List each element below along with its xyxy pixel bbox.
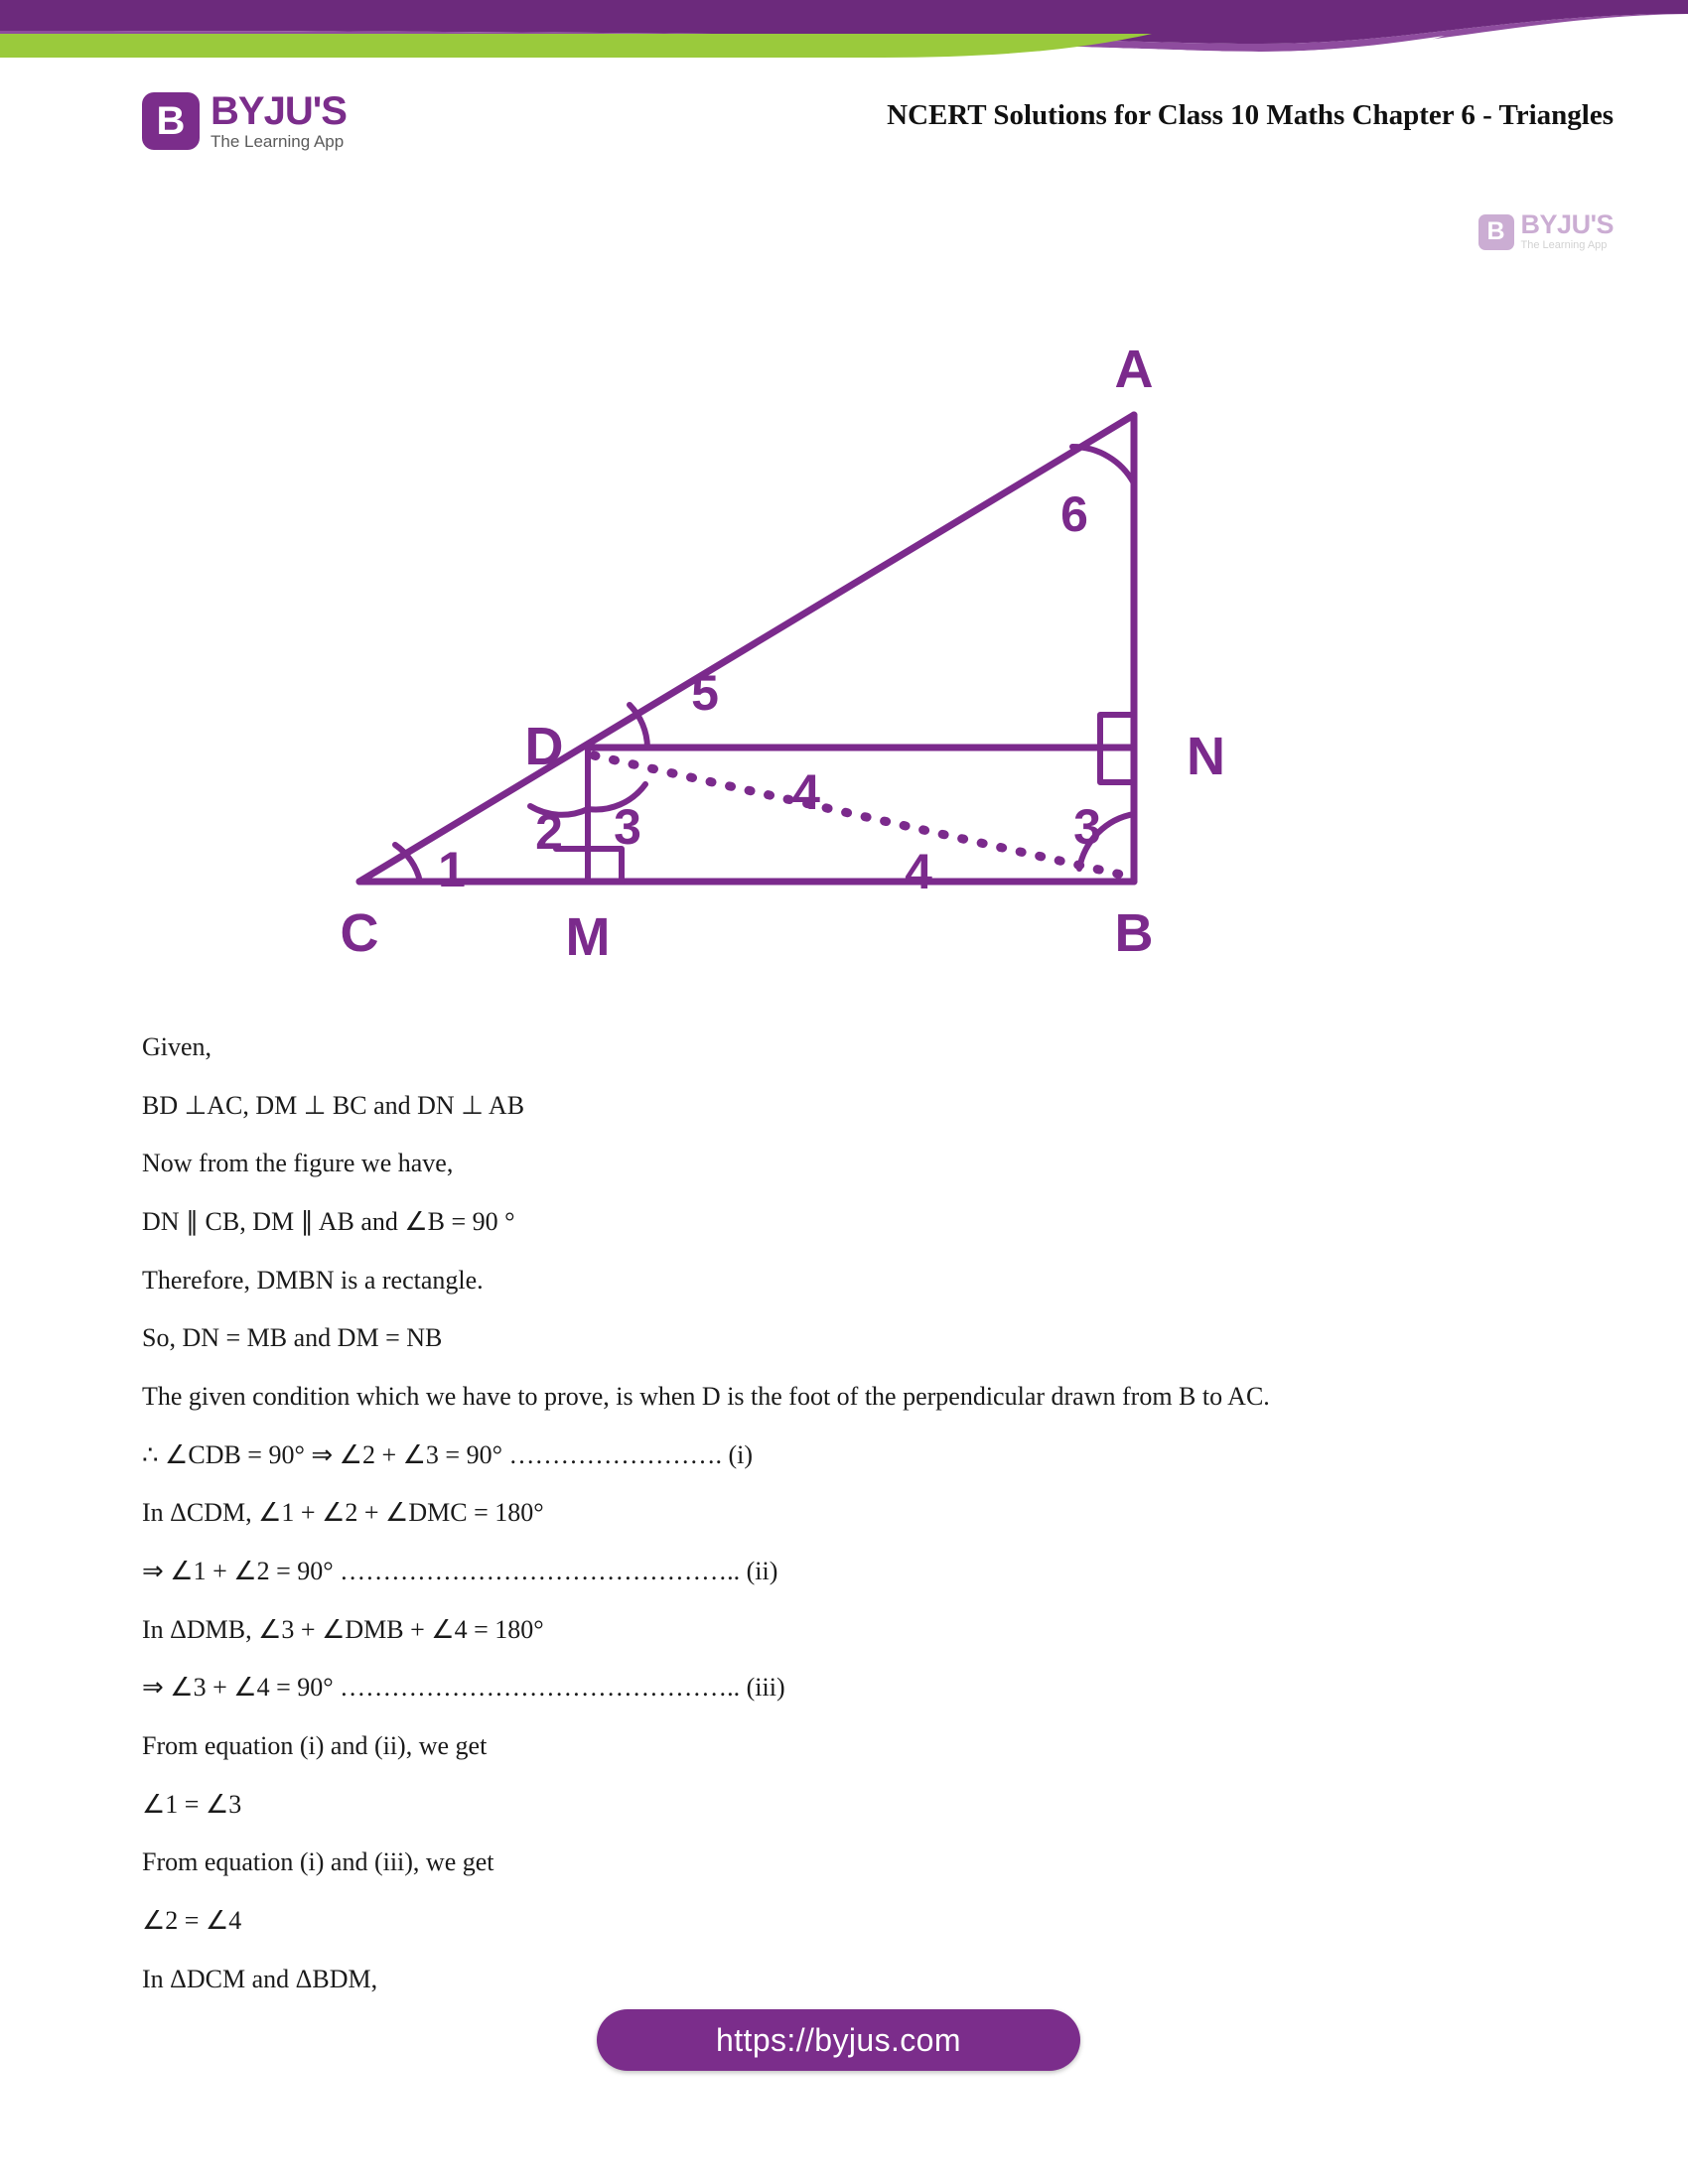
angle-label-2: 2 — [535, 804, 563, 860]
triangle-diagram-svg — [139, 204, 1549, 1037]
angle-label-3: 3 — [614, 799, 641, 855]
angle-arc-6 — [1072, 447, 1134, 483]
vertex-label-B: B — [1114, 903, 1154, 963]
byjus-logo-mark-icon — [142, 92, 200, 150]
segment-CA — [359, 415, 1134, 882]
angle-label-3b: 3 — [1073, 799, 1101, 855]
solution-line: ⇒ ∠1 + ∠2 = 90° ……………………………………….. (ii) — [142, 1556, 778, 1585]
solution-line: In ΔDMB, ∠3 + ∠DMB + ∠4 = 180° — [142, 1614, 544, 1644]
solution-line: BD ⊥AC, DM ⊥ BC and DN ⊥ AB — [142, 1090, 525, 1120]
angle-label-5: 5 — [691, 665, 719, 721]
solution-line: ∴ ∠CDB = 90° ⇒ ∠2 + ∠3 = 90° ……………………. (i) — [142, 1439, 754, 1469]
vertex-label-C: C — [340, 903, 379, 963]
solution-line: ∠1 = ∠3 — [142, 1789, 242, 1819]
segment-DB-dotted — [594, 755, 1130, 877]
geometry-figure — [139, 204, 1549, 1037]
solution-line: Therefore, DMBN is a rectangle. — [142, 1265, 484, 1295]
solution-body — [142, 1032, 1562, 2022]
watermark-subtitle: The Learning App — [1520, 239, 1608, 251]
banner-green-shape — [0, 34, 1152, 58]
byjus-logo — [142, 91, 347, 151]
solution-line: From equation (i) and (ii), we get — [142, 1730, 488, 1760]
vertex-label-A: A — [1114, 340, 1154, 399]
angle-label-4: 4 — [792, 764, 820, 820]
solution-line: The given condition which we have to prove, is when D is the foot of the perpendicular drawn from B to AC. — [142, 1381, 1270, 1411]
solution-line: From equation (i) and (iii), we get — [142, 1847, 494, 1877]
solution-line: In ΔCDM, ∠1 + ∠2 + ∠DMC = 180° — [142, 1498, 544, 1528]
watermark-logo-mark-icon — [1478, 214, 1514, 250]
solution-line: In ΔDCM and ΔBDM, — [142, 1964, 378, 1993]
figure-watermark — [1478, 211, 1614, 252]
vertex-label-M: M — [565, 907, 611, 967]
logo-mark-letter: B — [156, 99, 186, 144]
watermark-title: BYJU'S — [1520, 209, 1614, 239]
vertex-label-N: N — [1187, 727, 1225, 786]
logo-subtitle: The Learning App — [211, 131, 345, 151]
byjus-url-button[interactable] — [597, 2009, 1080, 2071]
solution-line: ⇒ ∠3 + ∠4 = 90° ……………………………………….. (iii) — [142, 1673, 785, 1703]
solution-line: ∠2 = ∠4 — [142, 1905, 242, 1935]
solution-line: Given, — [142, 1032, 212, 1061]
angle-label-4b: 4 — [905, 844, 932, 899]
byjus-url-label: https://byjus.com — [716, 2021, 961, 2058]
logo-title: BYJU'S — [211, 89, 347, 133]
solution-line: Now from the figure we have, — [142, 1149, 454, 1178]
top-banner — [0, 0, 1688, 62]
solution-line: So, DN = MB and DM = NB — [142, 1323, 443, 1353]
vertex-label-D: D — [524, 717, 564, 776]
angle-label-6: 6 — [1060, 486, 1088, 542]
solution-line: DN ∥ CB, DM ∥ AB and ∠B = 90 ° — [142, 1206, 515, 1236]
watermark-mark-letter: B — [1486, 217, 1505, 246]
angle-label-1: 1 — [438, 842, 466, 897]
page-title: NCERT Solutions for Class 10 Maths Chapter 6 - Triangles — [887, 99, 1614, 131]
